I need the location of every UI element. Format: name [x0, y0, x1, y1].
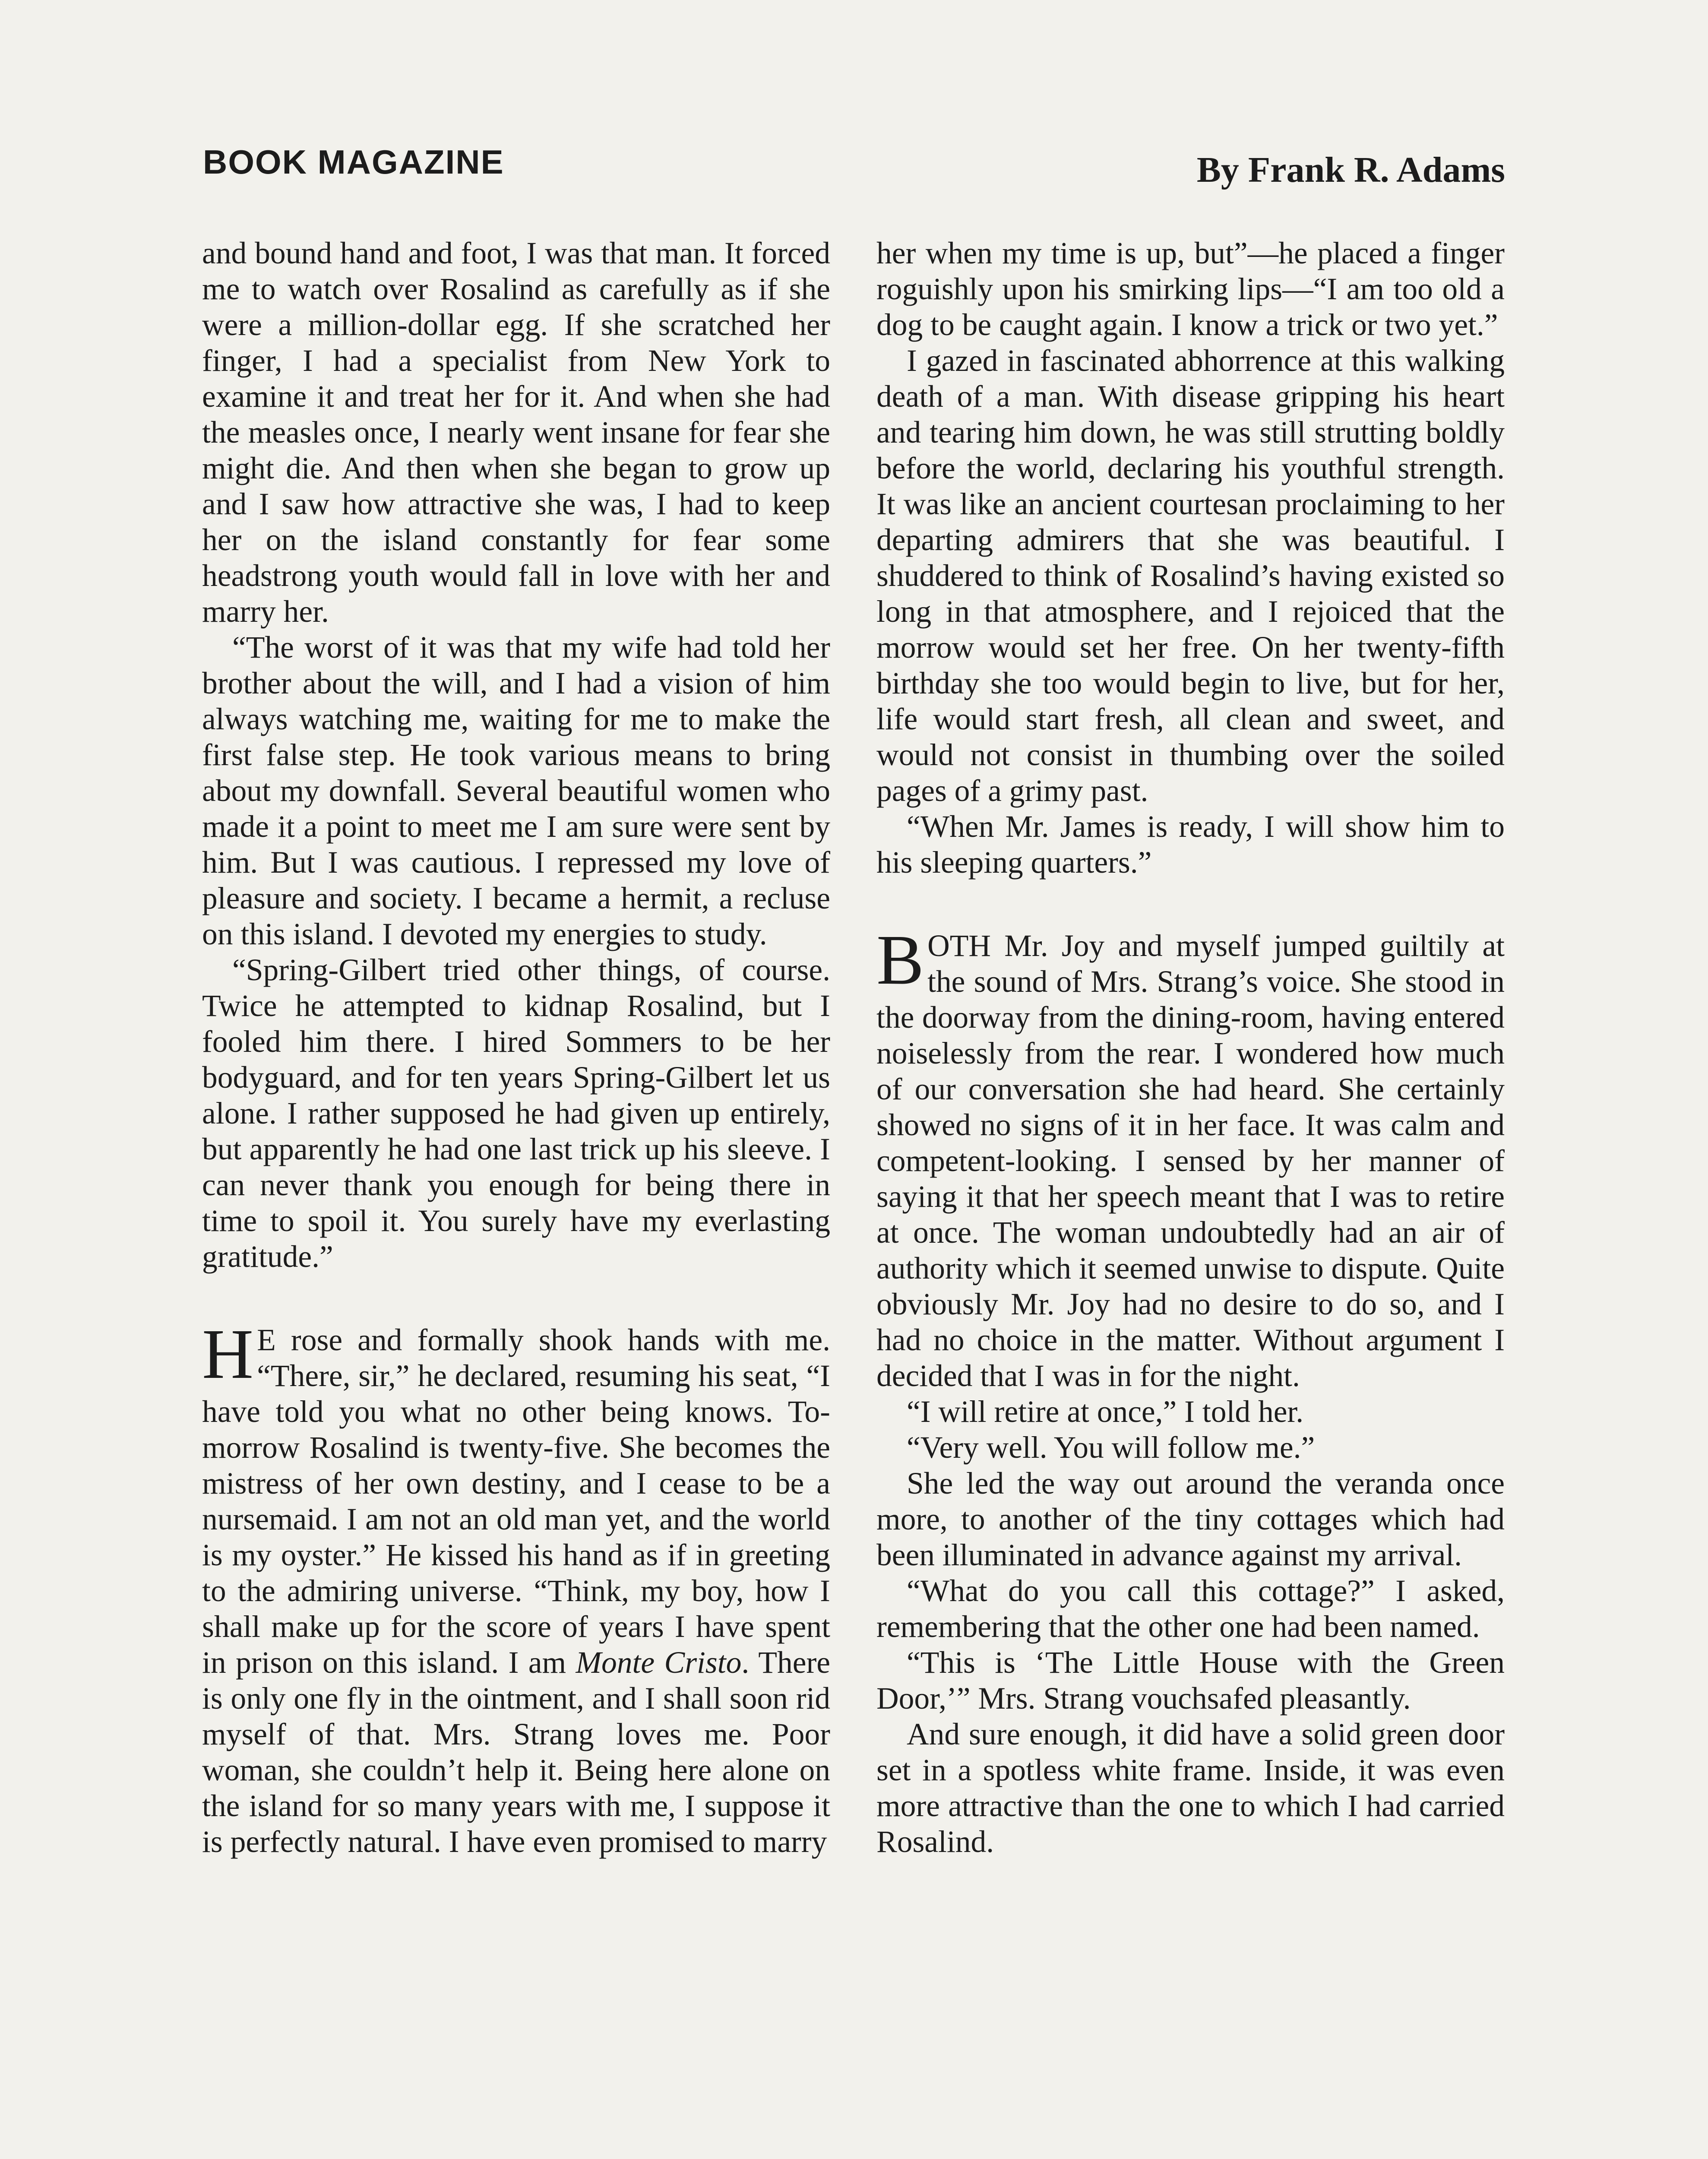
paragraph: “What do you call this cottage?” I asked, remembering that the other one had been named. — [876, 1574, 1505, 1644]
paragraph: She led the way out around the veranda once more, to another of the tiny cottages which had been illuminated in advance against my arrival. — [876, 1466, 1505, 1572]
section-break — [202, 1275, 830, 1322]
paragraph: And sure enough, it did have a solid green door set in a spotless white frame. Inside, it was even more attractive than the one to which I had carried Rosalind. — [876, 1717, 1505, 1859]
paragraph: “I will retire at once,” I told her. — [907, 1395, 1304, 1429]
drop-cap: B — [876, 920, 924, 999]
paragraph: and bound hand and foot, I was that man. It forced me to watch over Rosalind as carefully as if she were a million-dollar egg. If she scratched her finger, I had a specialist from New York to examine it and treat her for it. And when she had the measles once, I nearly went insane for fear she might die. And then when she began to grow up and I saw how attractive she was, I had to keep her on the island constantly for fear some headstrong youth would fall in love with her and marry her. — [202, 236, 830, 629]
paragraph-text: . There is only one fly in the ointment, and I shall soon rid myself of that. Mrs. Strang loves me. Poor woman, she couldn’t help it. Being here alone on the island for so many years with me, I suppose it is perfectly natural. I have even promised to marry — [202, 1646, 830, 1859]
text-column-right — [876, 235, 1505, 1860]
paragraph: “Spring-Gilbert tried other things, of course. Twice he attempted to kidnap Rosalind, but I fooled him there. I hired Sommers to be her bodyguard, and for ten years Spring-Gilbert let us alone. I rather supposed he had given up entirely, but apparently he had one last trick up his sleeve. I can never thank you enough for being there in time to spoil it. You surely have my everlasting gratitude.” — [202, 953, 830, 1274]
italic-title: Monte Cristo — [576, 1646, 742, 1680]
running-head-author: By Frank R. Adams — [1196, 150, 1505, 190]
paragraph: “The worst of it was that my wife had told her brother about the will, and I had a vision of him always watching me, waiting for me to make the first false step. He took various means to bring about my downfall. Several beautiful women who made it a point to meet me I am sure were sent by him. But I was cautious. I repressed my love of pleasure and society. I became a hermit, a recluse on this island. I devoted my energies to study. — [202, 630, 830, 951]
paragraph: I gazed in fascinated abhorrence at this walking death of a man. With disease gripping his heart and tearing him down, he was still strutting boldly before the world, declaring his youthful strength. It was like an ancient courtesan proclaiming to her departing admirers that she was beautiful. I shuddered to think of Rosalind’s having existed so long in that atmosphere, and I rejoiced that the morrow would set her free. On her twenty-fifth birthday she too would begin to live, but for her, life would start fresh, all clean and sweet, and would not consist in thumbing over the soiled pages of a grimy past. — [876, 344, 1505, 808]
section-break — [876, 880, 1505, 928]
paragraph: her when my time is up, but”—he placed a finger roguishly upon his smirking lips—“I am too old a dog to be caught again. I know a trick or two yet.” — [876, 236, 1505, 342]
paragraph-dropcap — [202, 1314, 830, 1860]
paragraph: “Very well. You will follow me.” — [907, 1431, 1315, 1465]
text-column-left — [202, 235, 830, 1860]
paragraph: “When Mr. James is ready, I will show him to his sleeping quarters.” — [876, 810, 1505, 880]
paragraph-text: OTH Mr. Joy and myself jumped guiltily at the sound of Mrs. Strang’s voice. She stood in the doorway from the dining-room, having entered noiselessly from the rear. I wondered how much of our conversation she had heard. She certainly showed no signs of it in her face. It was calm and competent-looking. I sensed by her manner of saying it that her speech meant that I was to retire at once. The woman undoubtedly had an air of authority which it seemed unwise to dispute. Quite obviously Mr. Joy had no desire to do so, and I had no choice in the matter. Without argument I decided that I was in for the night. — [876, 929, 1505, 1393]
paragraph-dropcap — [876, 920, 1505, 1394]
paragraph-text: E rose and formally shook hands with me. “There, sir,” he declared, resuming his seat, “I have told you what no other being knows. To-morrow Rosalind is twenty-five. She becomes the mistress of her own destiny, and I cease to be a nursemaid. I am not an old man yet, and the world is my oyster.” He kissed his hand as if in greeting to the admiring universe. “Think, my boy, how I shall make up for the score of years I have spent in prison on this island. I am — [202, 1323, 830, 1680]
drop-cap: H — [202, 1314, 254, 1393]
paragraph: “This is ‘The Little House with the Green Door,’” Mrs. Strang vouchsafed pleasantly. — [876, 1646, 1505, 1716]
running-head-publication: BOOK MAGAZINE — [203, 143, 504, 181]
